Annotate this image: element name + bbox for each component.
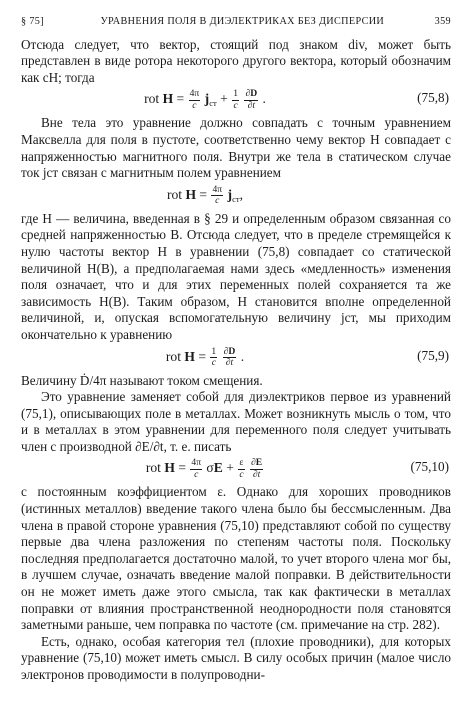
equation-static-body: rot H = $\frac{4\pi}{c}$ $j_{ст}$, (166, 183, 244, 207)
paragraph-3: где H — величина, введенная в § 29 и определенным образом связанная со средней напряженностью B. Отсюда следует, что в пределе стремящейся к нулю частоты вектор H в уравнении (75,8) совпадает со статической величиной H(B), а предполагаемая нами здесь «медленность» изменения поля означает, что и для этих переменных полей сохраняется та же зависимость H(B). Таким образом, H становится вполне определенной величиной, и, опуская вспомогательную величину jст, мы приходим окончательно к уравнению (21, 210, 451, 342)
equation-75-10-body: rot H = $\frac{4\pi}{c}$ σE + $\frac{\varepsilon}{c}$ $\frac{\partial E}{\partial t}$ (145, 457, 263, 480)
equation-75-10 (21, 456, 451, 482)
running-title: УРАВНЕНИЯ ПОЛЯ В ДИЭЛЕКТРИКАХ БЕЗ ДИСПЕРСИИ (100, 16, 385, 27)
paragraph-4: Величину Ḋ/4π называют током смещения. (21, 372, 263, 388)
paragraph-5: Это уравнение заменяет собой для диэлектриков первое из уравнений (75,1), описывающих поле в металлах. Может возникнуть мысль о том, что и в металлах в этом уравнении для переменного поля следует учитывать член с производной ∂E/∂t, т. е. писать (21, 389, 451, 454)
paragraph-2: Вне тела это уравнение должно совпадать с точным уравнением Максвелла для поля в пустоте, соответственно чему вектор H совпадает с напряженностью магнитного поля. Внутри же тела в статическом случае ток jст связан с магнитным полем уравнением (21, 115, 451, 181)
page-number: 359 (434, 16, 451, 27)
equation-number: (75,10) (410, 459, 449, 475)
equation-static (21, 183, 451, 209)
equation-75-9-body: rot H = $\frac{1}{c}$ $\frac{\partial D}{\partial t}$ . (165, 345, 245, 368)
paragraph-6: с постоянным коэффициентом ε. Однако для хороших проводников (истинных металлов) введение такого члена было бы бессмысленным. Два члена в правой стороне уравнения (75,10) представляют собой по существу первые два члена разложения по степеням частоты поля. Поскольку последняя предполагается достаточно малой, то учет второго члена мог бы, в лучшем случае, означать введение малой поправки. В действительности он не может иметь даже этого смысла, так как фактически в металлах поправки от влияния пространственной неоднородности поля становятся заметными раньше, чем поправка по частоте (см. примечание на стр. 282). (21, 484, 451, 633)
equation-75-8 (21, 87, 451, 113)
equation-75-9 (21, 345, 451, 371)
equation-number: (75,9) (417, 347, 449, 363)
paragraph-7: Есть, однако, особая категория тел (плохие проводники), для которых уравнение (75,10) может иметь смысл. В силу особых причин (малое число электронов проводимости в полупроводни- (21, 633, 451, 682)
equation-75-8-body: rot H = $\frac{4\pi}{c}$ $j_{ст}$ + $\frac{1}{c}$ $\frac{\partial D}{\partial t}$ . (144, 88, 266, 111)
running-head (21, 14, 451, 31)
equation-number: (75,8) (417, 90, 449, 106)
section-marker: § 75] (21, 16, 44, 27)
paragraph-1: Отсюда следует, что вектор, стоящий под знаком div, может быть представлен в виде ротора некоторого другого вектора, который обозначим как cH; тогда (21, 36, 451, 85)
